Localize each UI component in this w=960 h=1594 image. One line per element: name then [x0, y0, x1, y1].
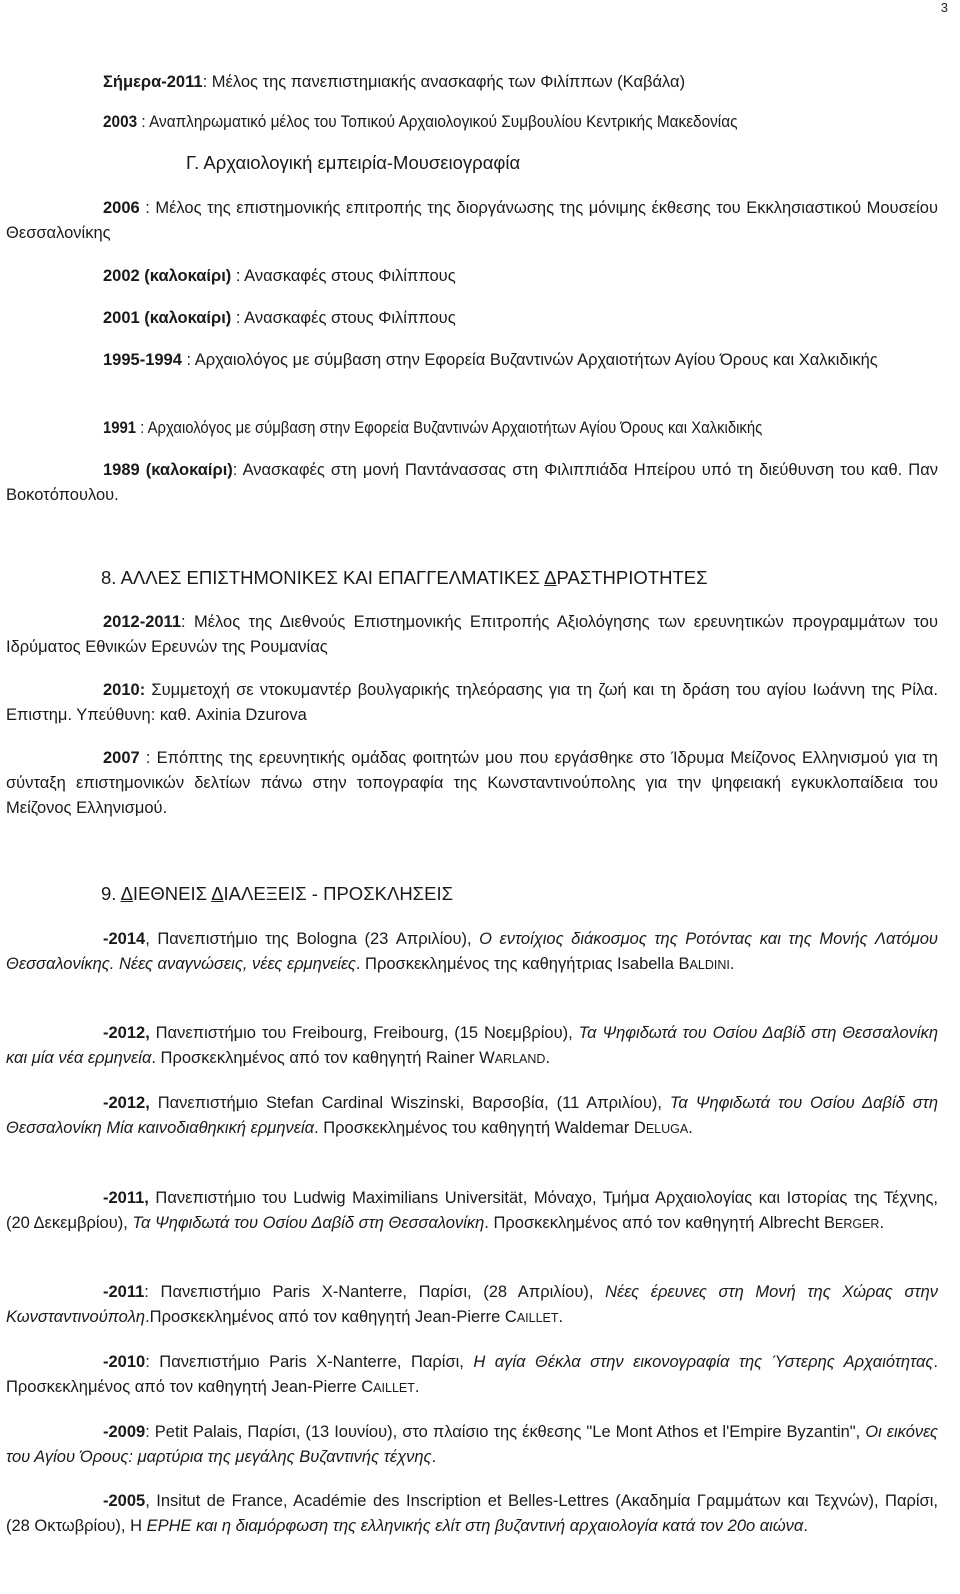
entry-text: Αρχαιολόγος με σύμβαση στην Εφορεία Βυζαντινών Αρχαιοτήτων Αγίου Όρους και Χαλκιδικής — [147, 419, 763, 437]
entry-text: . — [803, 1517, 808, 1535]
section-9-title — [101, 883, 453, 905]
lecture-title: Ο εντοίχιος διάκοσμος της Ροτόντας και της Μονής Λατόμου Θεσσαλονίκης. Νέες αναγνώσεις, νέες ερμηνείες — [6, 930, 938, 973]
entry-text: Επόπτης της ερευνητικής ομάδας φοιτητών μου που εργάσθηκε στο Ίδρυμα Μείζονος Ελληνισμού για τη σύνταξη επιστημονικών δελτίων πάνω στην τοπογραφία της Κωνσταντινούπολης για την ψηφειακή εγκυκλοπαίδεια του Μείζονος Ελληνισμού. — [6, 749, 938, 817]
entry-text: Μέλος της επιστημονικής επιτροπής της διοργάνωσης της μόνιμης έκθεσης του Εκκλησιαστικού Μουσείου Θεσσαλονίκης — [6, 199, 938, 242]
section-g-title: Γ. Αρχαιολογική εμπειρία-Μουσειογραφία — [186, 152, 521, 173]
entry-text: , Πανεπιστήμιο της Bologna (23 Απριλίου), — [145, 930, 480, 948]
entry-label: -2010 — [103, 1353, 146, 1371]
entry-2001 — [103, 306, 938, 331]
entry-condensed — [103, 110, 737, 135]
section-title-underlined: Δ — [120, 883, 133, 904]
entry-text: Πανεπιστήμιο Stefan Cardinal Wiszinski, Βαρσοβία, (11 Απριλίου), — [149, 1094, 670, 1112]
entry-sep: : — [139, 199, 156, 217]
entry-text: . Προσκεκλημένος από τον καθηγητή Rainer W — [151, 1049, 495, 1067]
entry-text: : Πανεπιστήμιο Paris X-Nanterre, Παρίσι, (28 Απριλίου), — [144, 1283, 606, 1301]
entry-2012-2011 — [6, 610, 938, 660]
entry-text: : Petit Palais, Παρίσι, (13 Ιουνίου), στο πλαίσιο της έκθεσης "Le Mont Athos et l'Empire Byzantin", — [145, 1423, 866, 1441]
section-title-b: ΙΑΛΕΞΕΙΣ - ΠΡΟΣΚΛΗΣΕΙΣ — [223, 883, 454, 904]
lecture-2014 — [6, 927, 938, 978]
entry-condensed — [103, 416, 762, 441]
entry-text: Συμμετοχή σε ντοκυμαντέρ βουλγαρικής τηλεόρασης για τη ζωή και τη δράση του αγίου Ιωάννη της Ρίλα. Επιστημ. Υπεύθυνη: καθ. Axinia Dzurova — [6, 681, 938, 724]
entry-text: Ανασκαφές στους Φιλίππους — [244, 267, 456, 285]
name-smallcaps: ELUGA — [645, 1122, 689, 1136]
lecture-title: Τα Ψηφιδωτά του Οσίου Δαβίδ στη Θεσσαλονίκη — [132, 1214, 485, 1232]
entry-end: . — [688, 1119, 693, 1137]
entry-text: . Προσκεκλημένος από τον καθηγητή Jean-Pierre C — [6, 1353, 938, 1396]
entry-text: .Προσκεκλημένος από τον καθηγητή Jean-Pierre C — [145, 1308, 517, 1326]
entry-label: 2010: — [103, 681, 146, 699]
entry-label: -2009 — [103, 1423, 146, 1441]
entry-sep: : — [181, 613, 194, 631]
name-smallcaps: ERGER — [834, 1217, 880, 1231]
lecture-title: Τα Ψηφιδωτά του Οσίου Δαβίδ στη Θεσσαλονίκη Μία καινοδιαθηκική ερμηνεία — [6, 1094, 938, 1137]
entry-sep: : — [136, 419, 148, 437]
lecture-2009-petit-palais — [6, 1420, 938, 1470]
entry-text: Μέλος της πανεπιστημιακής ανασκαφής των Φιλίππων (Καβάλα) — [211, 73, 686, 91]
entry-label: -2014 — [103, 930, 146, 948]
entry-sep: : — [232, 461, 243, 479]
entry-label: -2011, — [103, 1189, 149, 1207]
entry-label: 2001 (καλοκαίρι) — [103, 309, 232, 327]
entry-sep: : — [137, 113, 150, 131]
entry-label: -2005 — [103, 1492, 146, 1510]
entry-text: : Πανεπιστήμιο Paris X-Nanterre, Παρίσι, — [145, 1353, 474, 1371]
entry-2002 — [103, 264, 938, 289]
entry-text: Πανεπιστήμιο του Ludwig Maximilians Universität, Μόναχο, Τμήμα Αρχαιολογίας και Ιστορίας της Τέχνης, (20 Δεκεμβρίου), — [6, 1189, 938, 1232]
entry-text: . — [431, 1448, 437, 1466]
name-smallcaps: ALDINI — [689, 958, 730, 972]
lecture-2011-paris — [6, 1280, 938, 1331]
lecture-2012-warsaw — [6, 1091, 938, 1142]
entry-text: . Προσκεκλημένος της καθηγήτριας Isabella B — [355, 955, 690, 973]
entry-sep: : — [202, 73, 212, 91]
entry-label: 2012-2011 — [103, 613, 181, 631]
entry-sep: : — [139, 749, 157, 767]
entry-text: Μέλος της Διεθνούς Επιστημονικής Επιτροπής Αξιολόγησης των ερευνητικών προγραμμάτων του Ιδρύματος Εθνικών Ερευνών της Ρουμανίας — [6, 613, 938, 656]
name-smallcaps: AILLET — [516, 1311, 559, 1325]
entry-label: 1991 — [103, 419, 137, 437]
entry-end: . — [414, 1378, 420, 1396]
entry-current-philippi — [103, 70, 938, 95]
lecture-title: Οι εικόνες του Αγίου Όρους: μαρτύρια της μεγάλης Βυζαντινής τέχνης — [6, 1423, 938, 1466]
entry-1991 — [103, 416, 938, 441]
lecture-title: Η αγία Θέκλα στην εικονογραφία της Ύστερης Αρχαιότητας — [473, 1353, 934, 1371]
entry-text: Αναπληρωματικό μέλος του Τοπικού Αρχαιολογικού Συμβουλίου Κεντρικής Μακεδονίας — [149, 113, 738, 131]
entry-text: . Προσκεκλημένος του καθηγητή Waldemar D — [314, 1119, 646, 1137]
entry-label: -2011 — [103, 1283, 145, 1301]
section-title-underlined: Δ — [544, 567, 557, 588]
entry-2010-documentary — [6, 678, 938, 728]
entry-text: Ανασκαφές στη μονή Παντάνασσας στη Φιλιππιάδα Ηπείρου υπό τη διεύθυνση του καθ. Παν Βοκοτόπουλου. — [6, 461, 938, 504]
lecture-2010-paris — [6, 1350, 938, 1401]
entry-text: Πανεπιστήμιο του Freibourg, Freibourg, (15 Νοεμβρίου), — [149, 1024, 579, 1042]
entry-label: 2002 (καλοκαίρι) — [103, 267, 232, 285]
section-number: 9. — [101, 883, 117, 904]
entry-end: . — [558, 1308, 564, 1326]
entry-label: 2006 — [103, 199, 140, 217]
entry-label: -2012, — [103, 1024, 150, 1042]
name-smallcaps: ARLAND — [494, 1052, 546, 1066]
entry-label: 1989 (καλοκαίρι) — [103, 461, 233, 479]
entry-2006 — [6, 196, 938, 246]
section-title-a: ΑΛΛΕΣ ΕΠΙΣΤΗΜΟΝΙΚΕΣ ΚΑΙ ΕΠΑΓΓΕΛΜΑΤΙΚΕΣ — [120, 567, 545, 588]
entry-end: . — [879, 1214, 885, 1232]
section-8-title — [101, 567, 708, 589]
entry-sep: : — [231, 309, 245, 327]
section-title-underlined: Δ — [211, 883, 224, 904]
section-title-b: ΡΑΣΤΗΡΙΟΤΗΤΕΣ — [556, 567, 708, 588]
entry-label: 2007 — [103, 749, 140, 767]
entry-label: 2003 — [103, 113, 138, 131]
entry-label: -2012, — [103, 1094, 150, 1112]
entry-2007 — [6, 746, 938, 821]
entry-sep: : — [181, 351, 195, 369]
entry-end: . — [545, 1049, 551, 1067]
lecture-2005-institut — [6, 1489, 938, 1539]
entry-1989 — [6, 458, 938, 508]
section-title-a: ΙΕΘΝΕΙΣ — [132, 883, 212, 904]
entry-label: Σήμερα-2011 — [103, 73, 203, 91]
page-number: 3 — [940, 0, 948, 15]
entry-text: , Insitut de France, Académie des Inscription et Belles-Lettres (Ακαδημία Γραμμάτων και Τεχνών), Παρίσι, (28 Οκτωβρίου), Η — [6, 1492, 938, 1535]
name-smallcaps: AILLET — [373, 1381, 415, 1395]
entry-sep: : — [231, 267, 245, 285]
entry-text: Ανασκαφές στους Φιλίππους — [244, 309, 456, 327]
lecture-title: ΕΡΗΕ και η διαμόρφωση της ελληνικής ελίτ στη βυζαντινή αρχαιολογία κατά τον 20ο αιώνα — [146, 1517, 804, 1535]
section-number: 8. — [101, 567, 117, 588]
entry-1995-1994 — [6, 348, 938, 373]
lecture-2012-freibourg — [6, 1021, 938, 1072]
entry-end: . — [729, 955, 735, 973]
lecture-title: Νέες έρευνες στη Μονή της Χώρας στην Κωνσταντινούπολη — [6, 1283, 938, 1326]
entry-label: 1995-1994 — [103, 351, 182, 369]
lecture-2011-munich — [6, 1186, 938, 1237]
entry-text: . Προσκεκλημένος από τον καθηγητή Albrecht B — [484, 1214, 835, 1232]
entry-text: Αρχαιολόγος με σύμβαση στην Εφορεία Βυζαντινών Αρχαιοτήτων Αγίου Όρους και Χαλκιδικής — [194, 351, 878, 369]
entry-2003 — [103, 110, 938, 135]
lecture-title: Τα Ψηφιδωτά του Οσίου Δαβίδ στη Θεσσαλονίκη και μία νέα ερμηνεία — [6, 1024, 939, 1067]
